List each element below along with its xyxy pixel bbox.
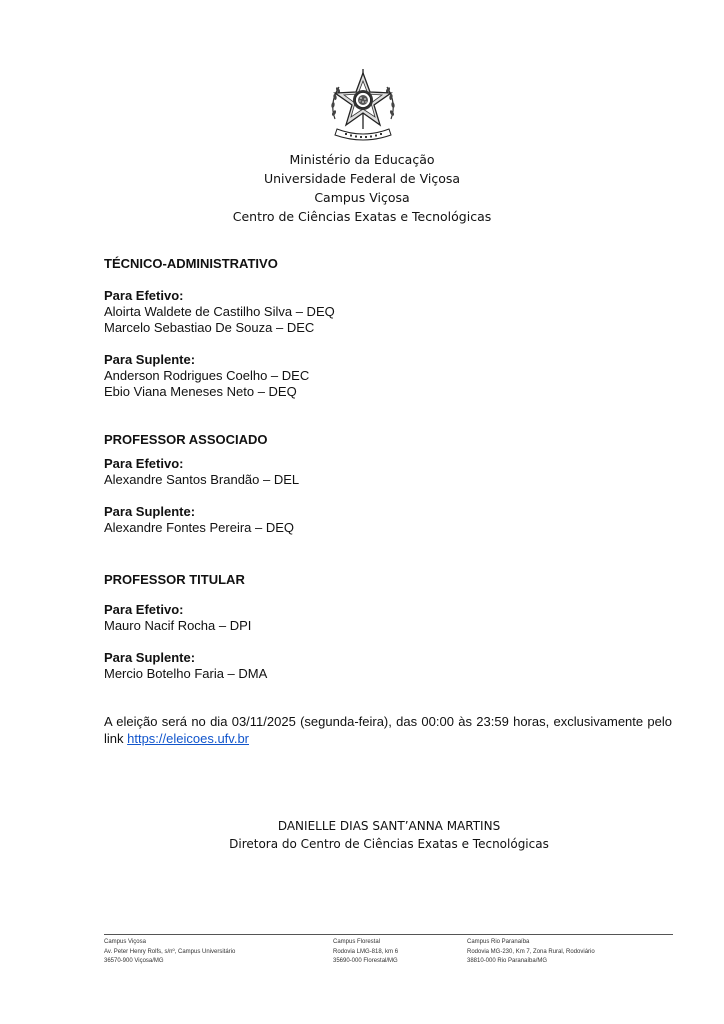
signatory-name: DANIELLE DIAS SANT’ANNA MARTINS xyxy=(277,819,501,833)
section-title-associado: PROFESSOR ASSOCIADO xyxy=(104,432,268,447)
footer-line: Av. Peter Henry Rolfs, s/nº, Campus Universitário xyxy=(104,948,236,955)
footer-line: Campus Viçosa xyxy=(104,939,146,945)
footer-line: Rodovia LMG-818, km 6 xyxy=(333,948,399,955)
footer-line: Campus Florestal xyxy=(333,939,381,945)
signature-block xyxy=(0,817,724,853)
center-line: Centro de Ciências Exatas e Tecnológicas xyxy=(232,209,492,224)
candidate-name: Mercio Botelho Faria – DMA xyxy=(104,666,268,681)
election-notice xyxy=(104,713,672,747)
letterhead xyxy=(0,150,724,226)
role-efetivo-label: Para Efetivo: xyxy=(104,602,184,617)
campus-line: Campus Viçosa xyxy=(314,190,410,205)
candidate-name: Marcelo Sebastiao De Souza – DEC xyxy=(104,320,315,335)
role-efetivo-label: Para Efetivo: xyxy=(104,456,184,471)
footer-campus-vicosa xyxy=(104,938,235,967)
footer-divider xyxy=(104,934,673,935)
ministry-line: Ministério da Educação xyxy=(289,152,435,167)
candidate-name: Aloirta Waldete de Castilho Silva – DEQ xyxy=(104,304,335,319)
notice-text: A eleição será no dia 03/11/2025 (segunda-feira), das 00:00 às 23:59 horas, exclusivamente pelo link xyxy=(104,714,672,746)
role-suplente-label: Para Suplente: xyxy=(104,352,196,367)
footer-campus-rio-paranaiba xyxy=(467,938,595,967)
role-suplente-label: Para Suplente: xyxy=(104,650,196,665)
candidate-name: Mauro Nacif Rocha – DPI xyxy=(104,618,252,633)
candidate-name: Ebio Viana Meneses Neto – DEQ xyxy=(104,384,297,399)
role-efetivo-label: Para Efetivo: xyxy=(104,288,184,303)
role-suplente-label: Para Suplente: xyxy=(104,504,196,519)
footer-line: Rodovia MG-230, Km 7, Zona Rural, Rodoviário xyxy=(467,948,595,955)
university-line: Universidade Federal de Viçosa xyxy=(263,171,461,186)
signatory-title: Diretora do Centro de Ciências Exatas e Tecnológicas xyxy=(229,837,549,851)
footer-line: 38810-000 Rio Paranaíba/MG xyxy=(467,958,548,964)
candidate-name: Alexandre Fontes Pereira – DEQ xyxy=(104,520,295,535)
footer-line: 35690-000 Florestal/MG xyxy=(333,958,398,964)
candidate-name: Alexandre Santos Brandão – DEL xyxy=(104,472,300,487)
section-title-tecnico: TÉCNICO-ADMINISTRATIVO xyxy=(104,256,278,271)
election-link[interactable]: https://eleicoes.ufv.br xyxy=(127,731,249,746)
coat-of-arms-icon xyxy=(325,67,401,147)
candidates-list xyxy=(104,256,672,682)
footer-line: 36570-900 Viçosa/MG xyxy=(104,958,164,964)
candidate-name: Anderson Rodrigues Coelho – DEC xyxy=(104,368,310,383)
section-title-titular: PROFESSOR TITULAR xyxy=(104,572,245,587)
footer-line: Campus Rio Paranaíba xyxy=(467,939,530,945)
footer-campus-florestal xyxy=(333,938,398,967)
